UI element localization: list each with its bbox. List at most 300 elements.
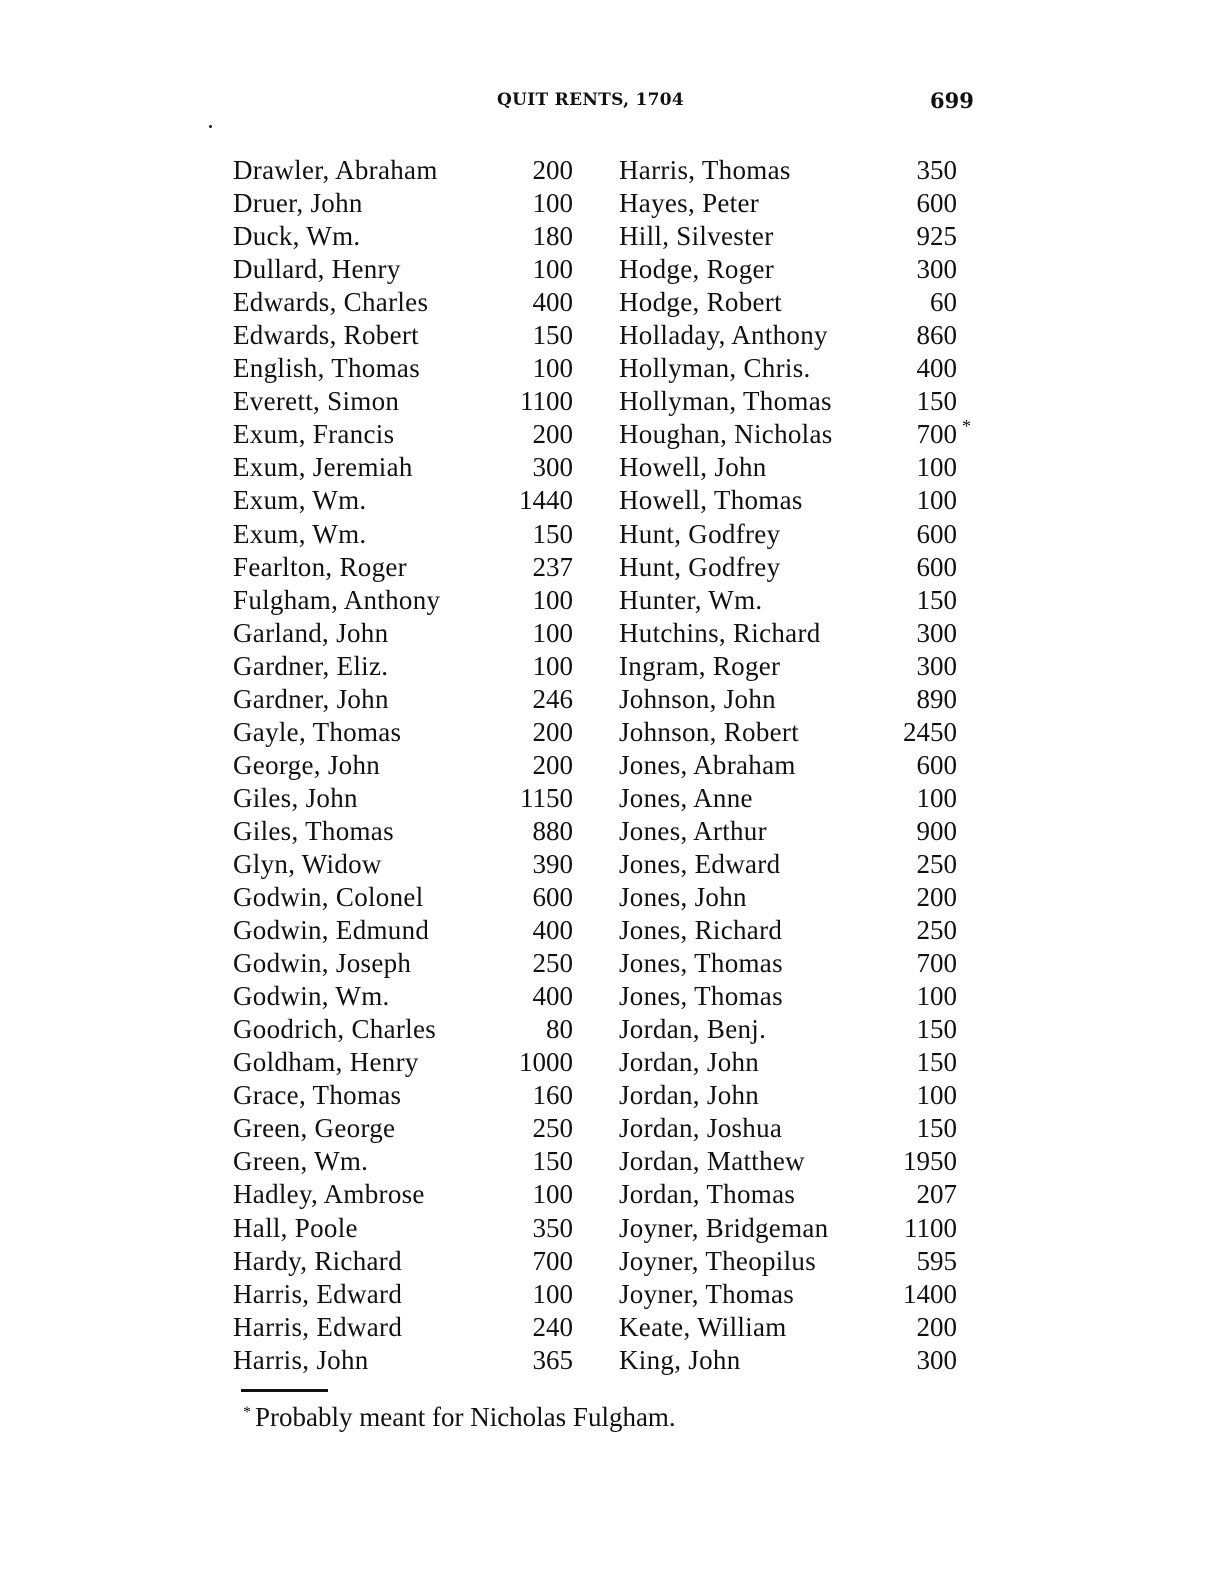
entry-name: Godwin, Edmund (233, 915, 430, 946)
entry-name: Exum, Wm. (233, 485, 367, 516)
list-item (233, 319, 583, 352)
footnote-rule (241, 1389, 328, 1392)
entry-name: Jordan, John (619, 1080, 760, 1111)
entry-amount-value: 595 (916, 1245, 957, 1276)
entry-amount-value: 237 (532, 551, 573, 582)
list-item (619, 980, 971, 1013)
entry-amount-value: 100 (532, 353, 573, 384)
running-header-title: QUIT RENTS, 1704 (497, 90, 685, 110)
entry-name: Hutchins, Richard (619, 617, 821, 648)
entry-amount (897, 187, 971, 220)
entry-amount-value: 100 (532, 1278, 573, 1309)
list-item (619, 319, 971, 352)
list-item (619, 220, 971, 253)
entry-name: Harris, Edward (233, 1278, 403, 1309)
entry-name: Hill, Silvester (619, 221, 774, 252)
entry-amount-value: 1000 (519, 1047, 573, 1078)
entry-amount-value: 860 (916, 320, 957, 351)
entry-amount-value: 200 (532, 716, 573, 747)
entry-name: Godwin, Joseph (233, 948, 412, 979)
entry-amount (513, 187, 583, 220)
list-item (619, 1344, 971, 1377)
entry-amount (897, 319, 971, 352)
list-item (619, 1013, 971, 1046)
entry-amount (513, 1079, 583, 1112)
entry-amount (513, 551, 583, 584)
entry-amount (513, 650, 583, 683)
entry-amount (897, 385, 971, 418)
entry-name: Jones, Abraham (619, 749, 796, 780)
entry-amount (897, 451, 971, 484)
entry-name: Hadley, Ambrose (233, 1179, 425, 1210)
entry-name: Hollyman, Thomas (619, 386, 832, 417)
entry-amount (897, 881, 971, 914)
entry-name: Jordan, Thomas (619, 1179, 796, 1210)
entry-name: Howell, Thomas (619, 485, 803, 516)
list-item (233, 220, 583, 253)
entry-amount-value: 890 (916, 683, 957, 714)
entry-amount (513, 683, 583, 716)
entry-amount (513, 1046, 583, 1079)
left-column-list (233, 154, 583, 1377)
entry-name: Godwin, Colonel (233, 882, 424, 913)
entry-amount (897, 1013, 971, 1046)
entry-name: Giles, John (233, 782, 358, 813)
entry-name: Exum, Jeremiah (233, 452, 413, 483)
entry-amount-value: 100 (916, 782, 957, 813)
page-number: 699 (930, 88, 974, 113)
entry-amount-value: 100 (532, 617, 573, 648)
list-item (233, 782, 583, 815)
entry-name: Harris, John (233, 1344, 369, 1375)
footnote-reference-mark: * (962, 416, 971, 437)
entry-name: Hodge, Roger (619, 254, 775, 285)
entry-amount (513, 848, 583, 881)
list-item (233, 650, 583, 683)
entry-amount (897, 154, 971, 187)
entry-amount-value: 1100 (520, 386, 573, 417)
entry-amount (897, 418, 971, 451)
entry-amount (897, 782, 971, 815)
entry-amount (513, 385, 583, 418)
entry-amount-value: 100 (916, 485, 957, 516)
list-item (619, 1311, 971, 1344)
entry-name: Hodge, Robert (619, 287, 782, 318)
list-item (233, 1278, 583, 1311)
entry-amount (513, 518, 583, 551)
list-item (619, 848, 971, 881)
entry-amount (897, 286, 971, 319)
entry-name: Grace, Thomas (233, 1080, 402, 1111)
entry-name: Edwards, Charles (233, 287, 429, 318)
list-item (619, 716, 971, 749)
list-item (619, 286, 971, 319)
entry-amount (513, 584, 583, 617)
entry-name: Hollyman, Chris. (619, 353, 811, 384)
entry-amount-value: 600 (916, 749, 957, 780)
list-item (233, 848, 583, 881)
list-item (619, 451, 971, 484)
entry-amount-value: 250 (532, 948, 573, 979)
entry-name: Everett, Simon (233, 386, 400, 417)
footnote-mark: * (243, 1404, 251, 1421)
entry-amount-value: 180 (532, 221, 573, 252)
list-item (233, 451, 583, 484)
list-item (619, 1145, 971, 1178)
list-item (233, 914, 583, 947)
list-item (619, 418, 971, 451)
entry-amount-value: 200 (532, 419, 573, 450)
entry-name: Drawler, Abraham (233, 155, 438, 185)
list-item (619, 947, 971, 980)
right-column-list (619, 154, 971, 1377)
list-item (233, 815, 583, 848)
entry-name: Jones, Thomas (619, 948, 783, 979)
entry-amount (513, 1278, 583, 1311)
entry-amount-value: 600 (916, 188, 957, 219)
entry-amount (513, 1178, 583, 1211)
entry-amount (513, 914, 583, 947)
entry-amount-value: 100 (532, 254, 573, 285)
entry-amount (513, 484, 583, 517)
list-item (233, 484, 583, 517)
list-item (619, 253, 971, 286)
entry-amount-value: 400 (916, 353, 957, 384)
entry-amount (513, 1212, 583, 1245)
entry-name: Howell, John (619, 452, 767, 483)
list-item (619, 1278, 971, 1311)
entry-name: Goodrich, Charles (233, 1014, 437, 1045)
entry-amount (513, 154, 583, 187)
entry-amount (513, 1145, 583, 1178)
entry-name: Harris, Edward (233, 1311, 403, 1342)
entry-amount-value: 1440 (519, 485, 573, 516)
list-item (233, 1079, 583, 1112)
entry-amount-value: 80 (546, 1014, 573, 1045)
list-item (233, 749, 583, 782)
entry-amount (897, 1212, 971, 1245)
entry-amount (513, 253, 583, 286)
entry-name: Joyner, Theopilus (619, 1245, 817, 1276)
entry-name: Godwin, Wm. (233, 981, 390, 1012)
entry-name: Duck, Wm. (233, 221, 361, 252)
list-item (233, 286, 583, 319)
entry-amount (513, 716, 583, 749)
entry-name: Jones, Arthur (619, 815, 767, 846)
entry-name: Keate, William (619, 1311, 787, 1342)
entry-amount-value: 150 (916, 1014, 957, 1045)
list-item (619, 518, 971, 551)
entry-name: Jordan, Joshua (619, 1113, 783, 1144)
entry-name: Jones, Anne (619, 782, 753, 813)
entry-amount (897, 1079, 971, 1112)
list-item (233, 1046, 583, 1079)
list-item (233, 1245, 583, 1278)
entry-name: Hall, Poole (233, 1212, 358, 1243)
entry-amount (513, 451, 583, 484)
entry-amount-value: 100 (916, 1080, 957, 1111)
list-item (619, 1178, 971, 1211)
list-item (233, 518, 583, 551)
entry-amount-value: 350 (532, 1212, 573, 1243)
list-item (619, 782, 971, 815)
entry-amount-value: 150 (532, 320, 573, 351)
entry-amount (897, 683, 971, 716)
entry-name: Hunter, Wm. (619, 584, 763, 615)
footnote-text: Probably meant for Nicholas Fulgham. (255, 1402, 676, 1432)
entry-amount-value: 600 (916, 518, 957, 549)
print-speck (209, 125, 212, 128)
list-item (619, 650, 971, 683)
entry-name: Houghan, Nicholas (619, 419, 833, 450)
entry-name: Glyn, Widow (233, 848, 382, 879)
list-item (233, 1112, 583, 1145)
entry-amount-value: 100 (532, 650, 573, 681)
entry-amount-value: 240 (532, 1311, 573, 1342)
entry-amount-value: 1150 (520, 782, 573, 813)
list-item (619, 617, 971, 650)
list-item (619, 385, 971, 418)
entry-amount (897, 1245, 971, 1278)
entry-name: Edwards, Robert (233, 320, 419, 351)
list-item (619, 551, 971, 584)
list-item (233, 617, 583, 650)
entry-name: Jones, John (619, 882, 747, 913)
entry-amount (897, 815, 971, 848)
list-item (233, 716, 583, 749)
entry-amount (513, 1344, 583, 1377)
list-item (619, 1212, 971, 1245)
entry-amount (897, 1145, 971, 1178)
list-item (619, 1079, 971, 1112)
entry-amount (897, 749, 971, 782)
entry-amount (513, 749, 583, 782)
entry-amount-value: 150 (532, 518, 573, 549)
list-item (619, 815, 971, 848)
entry-amount (513, 1112, 583, 1145)
entry-amount (897, 1278, 971, 1311)
list-item (233, 683, 583, 716)
entry-name: Garland, John (233, 617, 389, 648)
entry-amount-value: 600 (916, 551, 957, 582)
entry-amount (897, 253, 971, 286)
entry-amount-value: 60 (930, 287, 957, 318)
entry-amount-value: 150 (916, 584, 957, 615)
entry-amount-value: 150 (916, 386, 957, 417)
entry-name: Jones, Edward (619, 848, 781, 879)
list-item (233, 187, 583, 220)
entry-amount (513, 881, 583, 914)
footnote (243, 1402, 676, 1433)
entry-amount (513, 418, 583, 451)
entry-amount-value: 700 (916, 948, 957, 979)
list-item (233, 253, 583, 286)
entry-amount (513, 1245, 583, 1278)
entry-amount (897, 484, 971, 517)
entry-amount-value: 365 (532, 1344, 573, 1375)
entry-name: Dullard, Henry (233, 254, 401, 285)
entry-amount (897, 220, 971, 253)
entry-amount (513, 1013, 583, 1046)
entry-amount-value: 600 (532, 882, 573, 913)
entry-amount-value: 900 (916, 815, 957, 846)
list-item (619, 584, 971, 617)
entry-name: Jordan, Matthew (619, 1146, 805, 1177)
list-item (619, 1046, 971, 1079)
entry-amount-value: 300 (916, 1344, 957, 1375)
entry-name: Goldham, Henry (233, 1047, 419, 1078)
list-item (233, 881, 583, 914)
entry-amount-value: 250 (532, 1113, 573, 1144)
list-item (233, 584, 583, 617)
entry-name: George, John (233, 749, 381, 780)
entry-name: Johnson, Robert (619, 716, 799, 747)
entry-amount-value: 100 (532, 584, 573, 615)
list-item (233, 947, 583, 980)
list-item (233, 1013, 583, 1046)
entry-amount-value: 100 (916, 981, 957, 1012)
list-item (233, 1344, 583, 1377)
list-item (619, 914, 971, 947)
entry-amount (897, 518, 971, 551)
entry-amount-value: 200 (916, 1311, 957, 1342)
list-item (233, 1311, 583, 1344)
entry-name: Exum, Francis (233, 419, 395, 450)
entry-amount (897, 650, 971, 683)
list-item (233, 418, 583, 451)
entry-amount-value: 100 (532, 188, 573, 219)
list-item (619, 352, 971, 385)
entry-amount (897, 980, 971, 1013)
list-item (233, 980, 583, 1013)
list-item (619, 484, 971, 517)
entry-amount-value: 700 (532, 1245, 573, 1276)
entry-amount (513, 286, 583, 319)
entry-amount-value: 200 (532, 749, 573, 780)
entry-amount-value: 100 (916, 452, 957, 483)
entry-name: Hardy, Richard (233, 1245, 402, 1276)
entry-amount-value: 250 (916, 848, 957, 879)
entry-name: Holladay, Anthony (619, 320, 828, 351)
entry-amount-value: 1950 (903, 1146, 957, 1177)
entry-amount-value: 1100 (904, 1212, 957, 1243)
entry-name: Johnson, John (619, 683, 776, 714)
entry-name: Jordan, John (619, 1047, 760, 1078)
entry-amount (897, 352, 971, 385)
entry-amount-value: 390 (532, 848, 573, 879)
entry-amount (513, 352, 583, 385)
entry-amount (513, 980, 583, 1013)
entry-name: Ingram, Roger (619, 650, 781, 681)
entry-name: Joyner, Bridgeman (619, 1212, 829, 1243)
entry-amount-value: 300 (916, 617, 957, 648)
entry-amount-value: 350 (916, 155, 957, 185)
entry-name: Hayes, Peter (619, 188, 760, 219)
entry-amount (513, 1311, 583, 1344)
entry-amount (897, 716, 971, 749)
entry-name: Joyner, Thomas (619, 1278, 795, 1309)
entry-amount (897, 617, 971, 650)
entry-amount (513, 617, 583, 650)
entry-amount-value: 200 (916, 882, 957, 913)
entry-amount-value: 200 (532, 155, 573, 185)
entry-name: Green, George (233, 1113, 396, 1144)
entry-amount-value: 925 (916, 221, 957, 252)
list-item (619, 683, 971, 716)
entry-amount-value: 246 (532, 683, 573, 714)
entry-amount (897, 1046, 971, 1079)
entry-name: Hunt, Godfrey (619, 518, 781, 549)
list-item (619, 1112, 971, 1145)
entry-name: Gayle, Thomas (233, 716, 402, 747)
entry-name: Green, Wm. (233, 1146, 369, 1177)
list-item (233, 1178, 583, 1211)
entry-amount-value: 300 (532, 452, 573, 483)
list-item (233, 352, 583, 385)
entry-amount-value: 160 (532, 1080, 573, 1111)
list-item (233, 1145, 583, 1178)
entry-amount-value: 150 (916, 1047, 957, 1078)
entry-name: Exum, Wm. (233, 518, 367, 549)
entry-name: Fulgham, Anthony (233, 584, 441, 615)
entry-amount (513, 815, 583, 848)
entry-amount (513, 782, 583, 815)
entry-name: Giles, Thomas (233, 815, 394, 846)
list-item (619, 187, 971, 220)
entry-name: King, John (619, 1344, 741, 1375)
entry-amount (897, 584, 971, 617)
entry-amount-value: 2450 (903, 716, 957, 747)
entry-amount-value: 400 (532, 287, 573, 318)
entry-amount-value: 100 (532, 1179, 573, 1210)
entry-amount-value: 150 (532, 1146, 573, 1177)
entry-name: Gardner, John (233, 683, 389, 714)
list-item (619, 881, 971, 914)
list-item (233, 385, 583, 418)
entry-name: Hunt, Godfrey (619, 551, 781, 582)
list-item (619, 749, 971, 782)
entry-amount-value: 300 (916, 254, 957, 285)
entry-amount-value: 400 (532, 981, 573, 1012)
entry-name: Gardner, Eliz. (233, 650, 389, 681)
entry-amount (897, 1344, 971, 1377)
list-item (619, 1245, 971, 1278)
entry-amount (897, 848, 971, 881)
entry-name: Jones, Thomas (619, 981, 783, 1012)
entry-amount-value: 1400 (903, 1278, 957, 1309)
entry-amount (897, 1311, 971, 1344)
entry-name: Jordan, Benj. (619, 1014, 767, 1045)
list-item (233, 551, 583, 584)
entry-amount (897, 1112, 971, 1145)
entry-amount-value: 700 (916, 419, 957, 450)
entry-amount-value: 250 (916, 915, 957, 946)
entry-amount-value: 300 (916, 650, 957, 681)
entry-amount-value: 150 (916, 1113, 957, 1144)
entry-amount (513, 220, 583, 253)
entry-name: Jones, Richard (619, 915, 783, 946)
entry-amount (897, 551, 971, 584)
list-item (619, 154, 971, 187)
list-item (233, 1212, 583, 1245)
entry-name: Fearlton, Roger (233, 551, 407, 582)
entry-amount (513, 947, 583, 980)
entry-amount (897, 914, 971, 947)
entry-amount-value: 207 (916, 1179, 957, 1210)
entry-amount (897, 947, 971, 980)
entry-name: Druer, John (233, 188, 363, 219)
entry-amount (513, 319, 583, 352)
